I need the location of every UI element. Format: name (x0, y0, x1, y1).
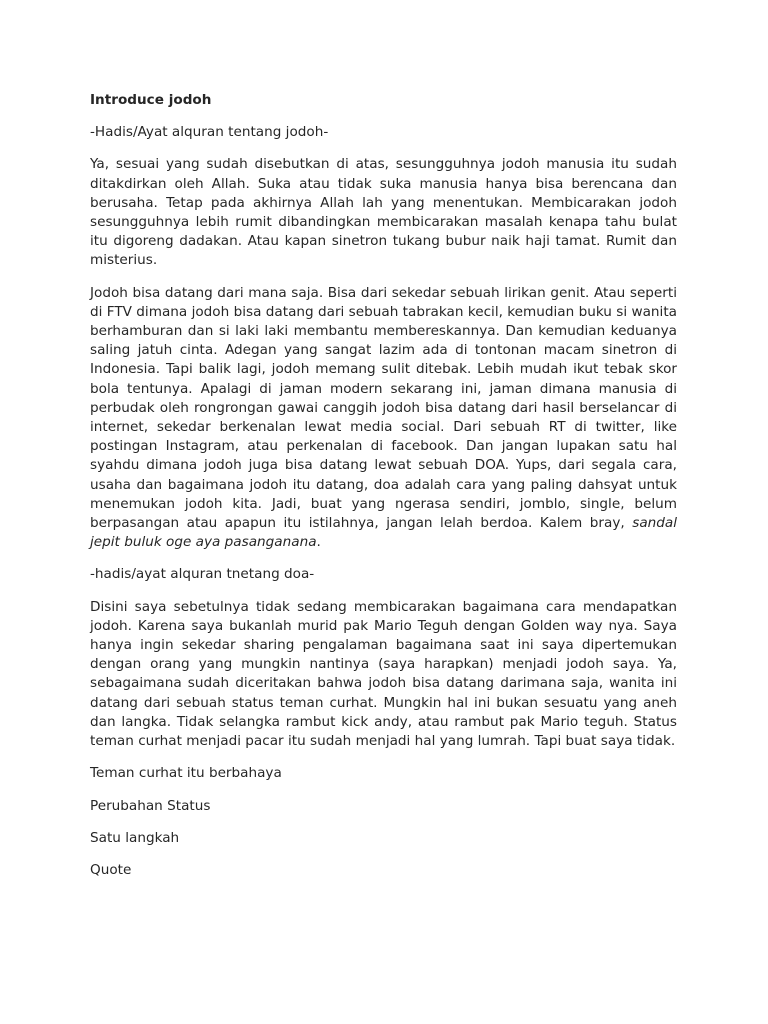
document-title: Introduce jodoh (90, 92, 212, 108)
hadis-heading: -Hadis/Ayat alquran tentang jodoh- (90, 124, 329, 141)
doa-heading: -hadis/ayat alquran tnetang doa- (90, 566, 315, 583)
paragraph-2-text: Jodoh bisa datang dari mana saja. Bisa dari sekedar sebuah lirikan genit. Atau seperti di FTV dimana jodoh bisa datang dari sebuah tabrakan kecil, kemudian buku si wanita berhamburan dan si laki laki membantu membereskannya. Dan kemudian keduanya saling jatuh cinta. Adegan yang sangat lazim ada di tontonan macam sinetron di Indonesia. Tapi balik lagi, jodoh memang sulit ditebak. Lebih mudah ikut tebak skor bola tentunya. Apalagi di jaman modern sekarang ini, jaman dimana manusia di perbudak oleh rongrongan gawai canggih jodoh bisa datang dari hasil berselancar di internet, sekedar berkenalan lewat media social. Dari sebuah RT di twitter, like postingan Instagram, atau perkenalan di facebook. Dan jangan lupakan satu hal syahdu dimana jodoh juga bisa datang lewat sebuah DOA. Yups, dari segala cara, usaha dan bagaimana jodoh itu datang, doa adalah cara yang paling dahsyat untuk menemukan jodoh kita. Jadi, buat yang ngerasa sendiri, jomblo, single, belum berpasangan atau apapun itu istilahnya, jangan lelah berdoa. Kalem bray, (90, 284, 677, 532)
outline-item-4: Quote (90, 861, 132, 878)
outline-item-2: Perubahan Status (90, 797, 211, 814)
document-body (90, 91, 677, 893)
paragraph-2-italic: sandal jepit buluk oge aya pasanganana (90, 515, 677, 551)
outline-item-1: Teman curhat itu berbahaya (90, 765, 282, 782)
outline-item-3: Satu langkah (90, 829, 180, 846)
paragraph-3: Disini saya sebetulnya tidak sedang membicarakan bagaimana cara mendapatkan jodoh. Karena saya bukanlah murid pak Mario Teguh dengan Golden way nya. Saya hanya ingin sekedar sharing pengalaman bagaimana saat ini saya dipertemukan dengan orang yang mungkin nantinya (saya harapkan) menjadi jodoh saya. Ya, sebagaimana sudah diceritakan bahwa jodoh bisa datang darimana saja, wanita ini datang dari sebuah status teman curhat. Mungkin hal ini bukan sesuatu yang aneh dan langka. Tidak selangka rambut kick andy, atau rambut pak Mario teguh. Status teman curhat menjadi pacar itu sudah menjadi hal yang lumrah. Tapi buat saya tidak. (90, 598, 677, 750)
paragraph-2 (90, 284, 677, 553)
paragraph-1: Ya, sesuai yang sudah disebutkan di atas, sesungguhnya jodoh manusia itu sudah ditakdirkan oleh Allah. Suka atau tidak suka manusia hanya bisa berencana dan berusaha. Tetap pada akhirnya Allah lah yang menentukan. Membicarakan jodoh sesungguhnya lebih rumit dibandingkan membicarakan masalah kenapa tahu bulat itu digoreng dadakan. Atau kapan sinetron tukang bubur naik haji tamat. Rumit dan misterius. (90, 156, 677, 269)
paragraph-2-end: . (316, 534, 321, 551)
